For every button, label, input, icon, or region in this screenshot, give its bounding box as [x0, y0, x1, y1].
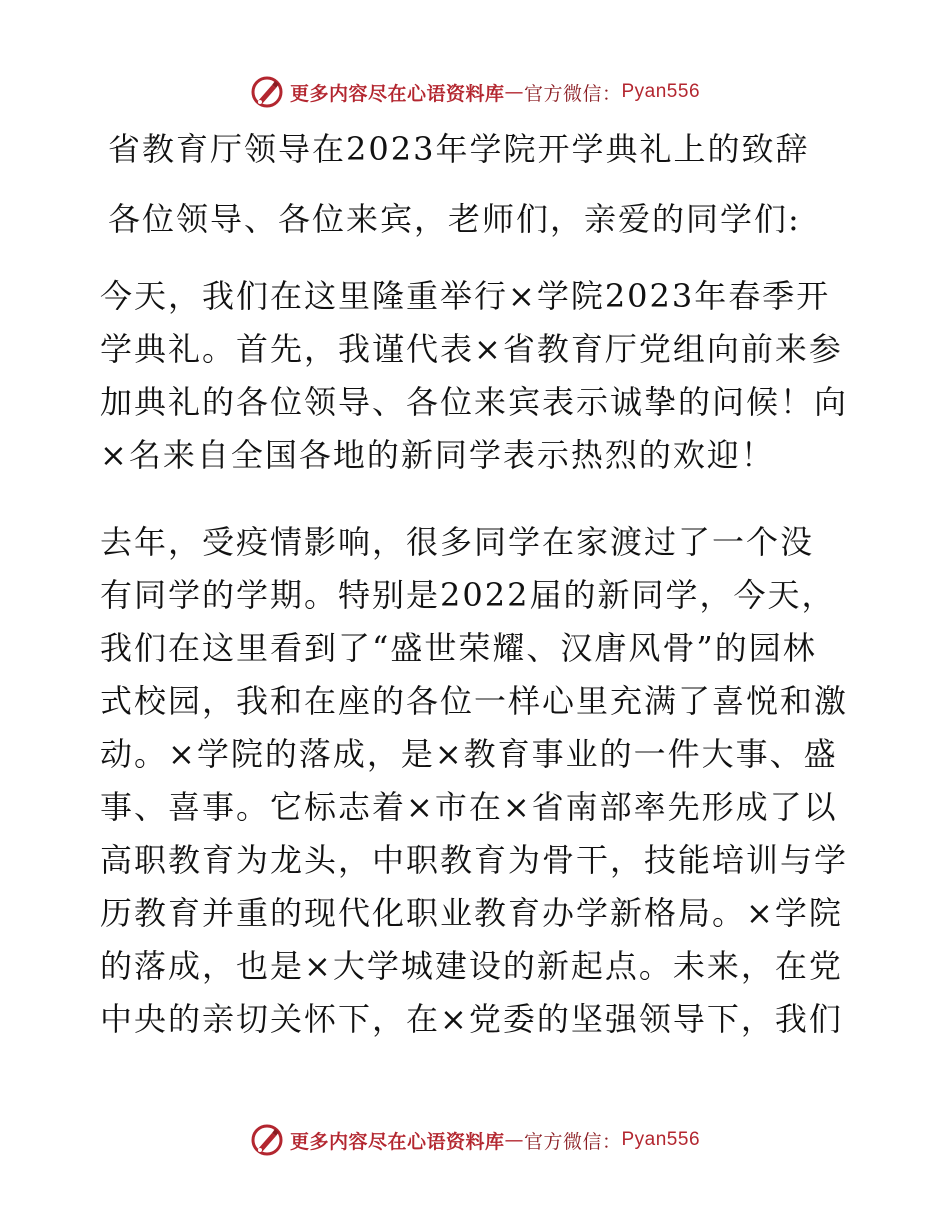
document-title: 省教育厅领导在2023年学院开学典礼上的致辞	[108, 130, 810, 168]
banner-separator: —	[504, 81, 524, 103]
paragraph-line: 历教育并重的现代化职业教育办学新格局。×学院	[100, 894, 843, 932]
pen-circle-logo-icon	[250, 1123, 284, 1157]
paragraph-line: 事、喜事。它标志着×市在×省南部率先形成了以	[100, 788, 838, 826]
banner-main-text: 更多内容尽在心语资料库	[289, 82, 505, 105]
paragraph-line: 我们在这里看到了“盛世荣耀、汉唐风骨”的园林	[100, 629, 817, 667]
paragraph-line: 的落成，也是×大学城建设的新起点。未来，在党	[100, 947, 843, 985]
paragraph-line: 中央的亲切关怀下，在×党委的坚强领导下，我们	[100, 1000, 843, 1038]
banner-main-text: 更多内容尽在心语资料库	[289, 1130, 505, 1153]
paragraph-line: 动。×学院的落成，是×教育事业的一件大事、盛	[100, 735, 838, 773]
paragraph-line: 式校园，我和在座的各位一样心里充满了喜悦和激	[100, 682, 849, 720]
paragraph-line: 今天，我们在这里隆重举行×学院2023年春季开	[100, 277, 831, 315]
banner-wechat-id: Pyan556	[621, 81, 701, 102]
paragraph-line: 去年，受疫情影响，很多同学在家渡过了一个没	[100, 523, 815, 561]
banner-wechat-id: Pyan556	[621, 1129, 701, 1150]
footer-banner	[0, 1120, 950, 1160]
paragraph-line: 学典礼。首先，我谨代表×省教育厅党组向前来参	[100, 330, 843, 368]
banner-wechat-label: 官方微信：	[523, 1130, 622, 1153]
banner-wechat-label: 官方微信：	[523, 82, 622, 105]
document-salutation: 各位领导、各位来宾，老师们，亲爱的同学们:	[108, 200, 801, 238]
paragraph-2	[100, 516, 850, 1046]
paragraph-1	[100, 270, 850, 482]
header-banner	[0, 72, 950, 112]
pen-circle-logo-icon	[250, 75, 284, 109]
paragraph-line: 加典礼的各位领导、各位来宾表示诚挚的问候！向	[100, 383, 849, 421]
paragraph-line: 有同学的学期。特别是2022届的新同学，今天，	[100, 576, 836, 614]
paragraph-line: ×名来自全国各地的新同学表示热烈的欢迎！	[100, 436, 775, 474]
banner-separator: —	[504, 1129, 524, 1151]
paragraph-line: 高职教育为龙头，中职教育为骨干，技能培训与学	[100, 841, 849, 879]
